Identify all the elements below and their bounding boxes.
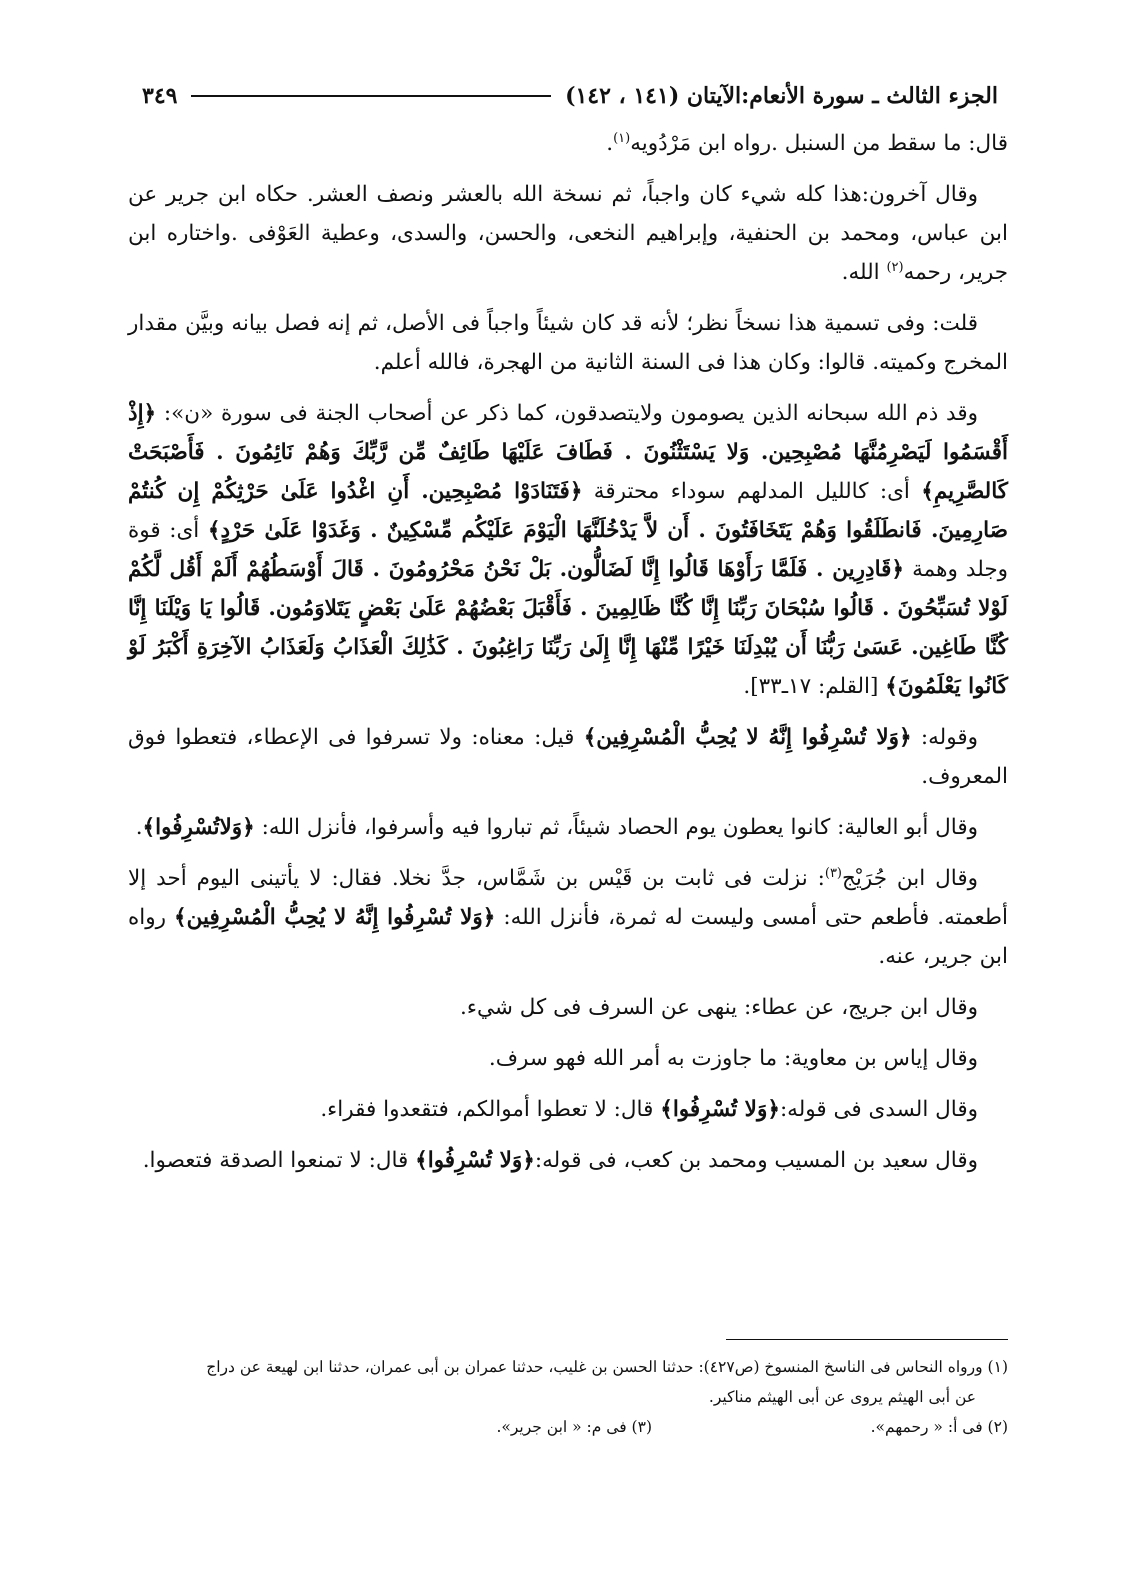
paragraph-saeed: وقال سعيد بن المسيب ومحمد بن كعب، فى قوله:﴿وَلا تُسْرِفُوا﴾ قال: لا تمنعوا الصدقة فتعصوا. <box>142 1148 978 1173</box>
quran-verse: ﴿إِذْ أَقْسَمُوا لَيَصْرِمُنَّهَا مُصْبِحِين. وَلا يَسْتَثْنُونَ . فَطَافَ عَلَيْهَا طَائِفٌ مِّن رَّبِّكَ وَهُمْ نَائِمُونَ . فَأَصْبَحَتْ كَالصَّرِيمِ﴾ <box>128 401 1008 504</box>
footnote-1-continuation: عن أبى الهيثم يروى عن أبى الهيثم مناكير. <box>708 1388 976 1406</box>
footnote-ref-2: (٢) <box>886 259 904 275</box>
quran-verse: ﴿وَلا تُسْرِفُوا﴾ <box>415 1148 535 1173</box>
surah-reference: [القلم: ١٧ـ٣٣]. <box>743 674 886 699</box>
main-text <box>128 124 1008 1192</box>
paragraph-abul-aliya: وقال أبو العالية: كانوا يعطون يوم الحصاد شيئاً، ثم تباروا فيه وأسرفوا، فأنزل الله: ﴿وَلاتُسْرِفُوا﴾. <box>135 815 978 840</box>
footnote-3: (٣) فى م: « ابن جرير». <box>496 1418 652 1436</box>
footnote-separator <box>726 1339 1008 1340</box>
footnote-2: (٢) فى أ: « رحمهم». <box>870 1418 1008 1436</box>
header-rule <box>191 95 551 97</box>
paragraph-1: قال: ما سقط من السنبل .رواه ابن مَرْدُويه$^{(١)}$. <box>606 130 1008 156</box>
header-title: الجزء الثالث ـ سورة الأنعام:الآيتان (١٤١ ، ١٤٢) <box>565 83 998 109</box>
footnote-1: (١) ورواه النحاس فى الناسخ المنسوخ (ص٤٢٧): حدثنا الحسن بن غليب، حدثنا عمران بن أبى عمران، حدثنا ابن لهيعة عن دراج <box>206 1358 1008 1376</box>
paragraph-3: قلت: وفى تسمية هذا نسخاً نظر؛ لأنه قد كان شيئاً واجباً فى الأصل، ثم إنه فصل بيانه وبيَّن مقدار المخرج وكميته. قالوا: وكان هذا فى السنة الثانية من الهجرة، فالله أعلم. <box>128 311 1008 375</box>
paragraph-ibn-jurayj: وقال ابن جُرَيْج$^{(٣)}$: نزلت فى ثابت بن قَيْس بن شَمَّاس، جدَّ نخلا. فقال: لا يأتينى اليوم أحد إلا أطعمته. فأطعم حتى أمسى وليست له ثمرة، فأنزل الله: ﴿وَلا تُسْرِفُوا إِنَّهُ لا يُحِبُّ الْمُسْرِفِين﴾ رواه ابن جرير، عنه. <box>128 865 1009 969</box>
paragraph-qawluhu: وقوله: ﴿وَلا تُسْرِفُوا إِنَّهُ لا يُحِبُّ الْمُسْرِفِين﴾ قيل: معناه: ولا تسرفوا فى الإعطاء، فتعطوا فوق المعروف. <box>128 725 1008 789</box>
page-number: ٣٤٩ <box>142 83 178 109</box>
quran-verse: ﴿وَلا تُسْرِفُوا إِنَّهُ لا يُحِبُّ الْمُسْرِفِين﴾ <box>174 905 496 930</box>
paragraph-2: وقال آخرون:هذا كله شيء كان واجباً، ثم نسخة الله بالعشر ونصف العشر. حكاه ابن جرير عن ابن عباس، ومحمد بن الحنفية، وإبراهيم النخعى، والحسن، والسدى، وعطية العَوْفى .واختاره ابن جرير، رحمه$^{(٢)}$ الله. <box>128 182 1008 285</box>
quran-verse: ﴿وَلا تُسْرِفُوا إِنَّهُ لا يُحِبُّ الْمُسْرِفِين﴾ <box>583 725 912 750</box>
paragraph-qalam: وقد ذم الله سبحانه الذين يصومون ولايتصدقون، كما ذكر عن أصحاب الجنة فى سورة «ن»: ﴿إِذْ أَقْسَمُوا لَيَصْرِمُنَّهَا مُصْبِحِين. وَلا يَسْتَثْنُونَ . فَطَافَ عَلَيْهَا طَائِفٌ مِّن رَّبِّكَ وَهُمْ نَائِمُونَ . فَأَصْبَحَتْ كَالصَّرِيمِ﴾ أى: كالليل المدلهم سوداء محترقة ﴿فَتَنَادَوْا مُصْبِحِين. أَنِ اغْدُوا عَلَىٰ حَرْثِكُمْ إِن كُنتُمْ صَارِمِينَ. فَانطَلَقُوا وَهُمْ يَتَخَافَتُونَ . أَن لاَّ يَدْخُلَنَّهَا الْيَوْمَ عَلَيْكُم مِّسْكِينٌ . وَغَدَوْا عَلَىٰ حَرْدٍ﴾ أى: قوة وجلد وهمة ﴿قَادِرِين . فَلَمَّا رَأَوْهَا قَالُوا إِنَّا لَضَالُّون. بَلْ نَحْنُ مَحْرُومُونَ . قَالَ أَوْسَطُهُمْ أَلَمْ أَقُل لَّكُمْ لَوْلا تُسَبِّحُونَ . قَالُوا سُبْحَانَ رَبِّنَا إِنَّا كُنَّا ظَالِمِينَ . فَأَقْبَلَ بَعْضُهُمْ عَلَىٰ بَعْضٍ يَتَلاوَمُون. قَالُوا يَا وَيْلَنَا إِنَّا كُنَّا طَاغِين. عَسَىٰ رَبُّنَا أَن يُبْدِلَنَا خَيْرًا مِّنْهَا إِنَّا إِلَىٰ رَبِّنَا رَاغِبُونَ . كَذَٰلِكَ الْعَذَابُ وَلَعَذَابُ الآخِرَةِ أَكْبَرُ لَوْ كَانُوا يَعْلَمُونَ﴾ [القلم: ١٧ـ٣٣]. <box>128 401 1009 699</box>
quran-verse: ﴿قَادِرِين . فَلَمَّا رَأَوْهَا قَالُوا إِنَّا لَضَالُّون. بَلْ نَحْنُ مَحْرُومُونَ . قَالَ أَوْسَطُهُمْ أَلَمْ أَقُل لَّكُمْ لَوْلا تُسَبِّحُونَ . قَالُوا سُبْحَانَ رَبِّنَا إِنَّا كُنَّا ظَالِمِينَ . فَأَقْبَلَ بَعْضُهُمْ عَلَىٰ بَعْضٍ يَتَلاوَمُون. قَالُوا يَا وَيْلَنَا إِنَّا كُنَّا طَاغِين. عَسَىٰ رَبُّنَا أَن يُبْدِلَنَا خَيْرًا مِّنْهَا إِنَّا إِلَىٰ رَبِّنَا رَاغِبُونَ . كَذَٰلِكَ الْعَذَابُ وَلَعَذَابُ الآخِرَةِ أَكْبَرُ لَوْ كَانُوا يَعْلَمُونَ﴾ <box>128 557 1008 699</box>
footnote-row <box>128 1412 1008 1442</box>
running-header <box>142 78 998 114</box>
paragraph-iyas: وقال إياس بن معاوية: ما جاوزت به أمر الله فهو سرف. <box>488 1046 978 1071</box>
quran-verse: ﴿وَلا تُسْرِفُوا﴾ <box>660 1097 780 1122</box>
paragraph-ata: وقال ابن جريج، عن عطاء: ينهى عن السرف فى كل شيء. <box>460 995 978 1020</box>
quran-verse: ﴿وَلاتُسْرِفُوا﴾ <box>142 815 255 840</box>
footnote-ref-3: (٣) <box>824 865 842 881</box>
footnotes <box>128 1352 1008 1442</box>
paragraph-suddi: وقال السدى فى قوله:﴿وَلا تُسْرِفُوا﴾ قال: لا تعطوا أموالكم، فتقعدوا فقراء. <box>320 1097 978 1122</box>
quran-verse: ﴿فَتَنَادَوْا مُصْبِحِين. أَنِ اغْدُوا عَلَىٰ حَرْثِكُمْ إِن كُنتُمْ صَارِمِينَ. فَانطَلَقُوا وَهُمْ يَتَخَافَتُونَ . أَن لاَّ يَدْخُلَنَّهَا الْيَوْمَ عَلَيْكُم مِّسْكِينٌ . وَغَدَوْا عَلَىٰ حَرْدٍ﴾ <box>128 479 1008 543</box>
footnote-ref-1: (١) <box>613 130 631 146</box>
